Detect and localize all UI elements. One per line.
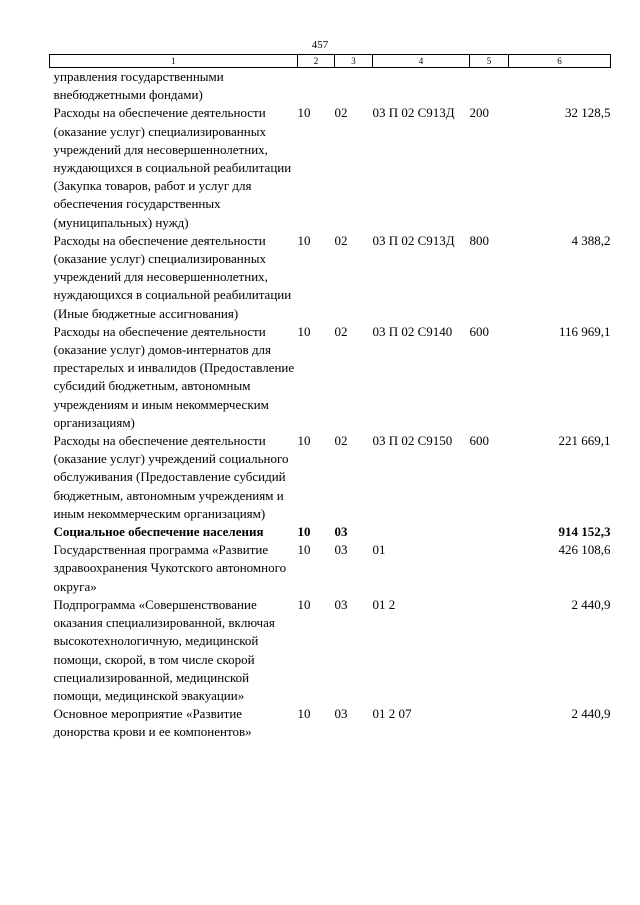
amount: 116 969,1 [558, 323, 611, 339]
expense-type-code: 600 [469, 323, 489, 339]
page-number: 457 [311, 39, 329, 51]
section-code: 10 [297, 524, 311, 540]
target-article-code: 03 П 02 С9150 [372, 433, 453, 449]
item-name: Основное мероприятие «Развитие донорства крови и ее компонентов» [53, 706, 252, 740]
amount: 4 388,2 [571, 232, 611, 248]
target-article-code: 01 [372, 542, 386, 558]
table-row [50, 68, 611, 105]
table-row [50, 596, 611, 705]
table-row [50, 432, 611, 523]
expense-type-code [470, 541, 509, 596]
expense-type-code [470, 523, 509, 541]
subsection-code [335, 68, 373, 105]
target-article-code [373, 68, 470, 105]
column-header-3: 3 [335, 55, 373, 68]
table-row [50, 523, 611, 541]
column-header-1: 1 [50, 55, 298, 68]
section-code: 10 [297, 542, 311, 558]
section-code: 10 [297, 323, 311, 339]
expense-type-code: 600 [469, 433, 489, 449]
section-code: 10 [297, 596, 311, 612]
table-row [50, 705, 611, 741]
subsection-code: 03 [334, 706, 348, 722]
subsection-code: 02 [334, 105, 348, 121]
section-code: 10 [297, 232, 311, 248]
item-name: Расходы на обеспечение деятельности (оказание услуг) специализированных учреждений для несовершеннолетних, нуждающихся в социальной реабилитации (Иные бюджетные ассигнования) [53, 232, 292, 321]
table-row [50, 323, 611, 432]
section-code: 10 [297, 105, 311, 121]
table-row [50, 104, 611, 231]
item-name: управления государственными внебюджетными фондами) [53, 69, 224, 103]
table-row [50, 232, 611, 323]
section-code: 10 [297, 706, 311, 722]
expense-type-code [470, 68, 509, 105]
amount: 32 128,5 [565, 105, 611, 121]
subsection-code: 03 [334, 542, 348, 558]
subsection-code: 02 [334, 232, 348, 248]
amount: 2 440,9 [571, 706, 611, 722]
expense-type-code [470, 596, 509, 705]
expense-type-code [470, 705, 509, 741]
target-article-code: 03 П 02 С913Д [372, 232, 455, 248]
target-article-code [373, 523, 470, 541]
column-header-6: 6 [509, 55, 611, 68]
column-header-5: 5 [470, 55, 509, 68]
budget-table [49, 54, 611, 742]
expense-type-code: 200 [469, 105, 489, 121]
item-name: Расходы на обеспечение деятельности (оказание услуг) учреждений социального обслуживания (Предоставление субсидий бюджетным, автономным учреждениям и иным некоммерческим организациям) [53, 433, 289, 521]
item-name: Расходы на обеспечение деятельности (оказание услуг) домов-интернатов для престарелых и инвалидов (Предоставление субсидий бюджетным, автономным учреждениям и иным некоммерческим организациям) [53, 323, 295, 430]
section-code: 10 [297, 433, 311, 449]
target-article-code: 03 П 02 С9140 [372, 323, 453, 339]
target-article-code: 03 П 02 С913Д [372, 105, 455, 121]
subsection-code: 03 [334, 524, 348, 540]
column-header-4: 4 [373, 55, 470, 68]
table-row [50, 541, 611, 596]
item-name: Социальное обеспечение населения [53, 524, 264, 540]
section-code [298, 68, 335, 105]
item-name: Расходы на обеспечение деятельности (оказание услуг) специализированных учреждений для несовершеннолетних, нуждающихся в социальной реабилитации (Закупка товаров, работ и услуг для обеспечения государственных (муниципальных) нужд) [53, 105, 292, 230]
amount: 2 440,9 [571, 596, 611, 612]
item-name: Государственная программа «Развитие здравоохранения Чукотского автономного округа» [53, 542, 287, 594]
subsection-code: 03 [334, 596, 348, 612]
item-name: Подпрограмма «Совершенствование оказания специализированной, включая высокотехнологичную, медицинской помощи, скорой, в том числе скорой специализированной, медицинской помощи, медицинской эвакуации» [53, 596, 275, 703]
column-header-2: 2 [298, 55, 335, 68]
amount [509, 68, 611, 105]
expense-type-code: 800 [469, 232, 489, 248]
amount: 914 152,3 [558, 524, 611, 540]
amount: 221 669,1 [558, 433, 611, 449]
subsection-code: 02 [334, 323, 348, 339]
table-header-row [50, 55, 611, 68]
amount: 426 108,6 [558, 542, 611, 558]
subsection-code: 02 [334, 433, 348, 449]
target-article-code: 01 2 07 [372, 706, 412, 722]
target-article-code: 01 2 [372, 596, 396, 612]
